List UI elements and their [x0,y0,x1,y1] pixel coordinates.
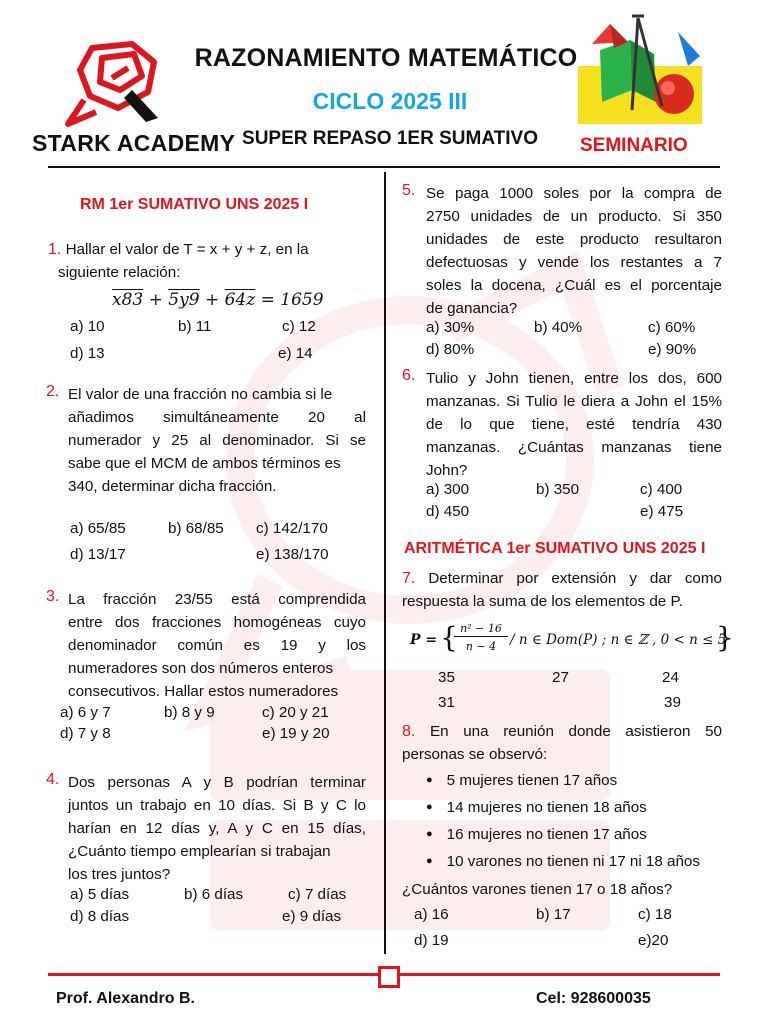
option-b: b) 350 [536,481,580,498]
equation: x83 + 5y9 + 64z = 1659 [112,290,324,310]
question-number: 8. [402,723,416,740]
question-line: ¿Cuánto tiempo emplearían si trabajan [68,843,331,860]
option-d: d) 80% [426,341,475,358]
question-line: denominador común es 19 y los [68,637,366,654]
header-cycle: CICLO 2025 III [312,88,468,114]
question-number: 2. [46,383,60,400]
option-b: b) 40% [534,319,583,336]
question-line: Se paga 1000 soles por la compra de [426,185,722,202]
option-c: c) 7 días [288,886,347,903]
option-c: c) 142/170 [256,520,328,537]
equation-term: x83 [112,290,144,310]
question-line: Tulio y John tienen, entre los dos, 600 [426,370,722,387]
left-section-title: RM 1er SUMATIVO UNS 2025 I [80,196,309,213]
question-7 [402,567,722,613]
option-a: a) 10 [70,318,105,335]
set-name: P = [410,632,438,648]
question-text: respuesta la suma de los elementos de P. [402,593,683,610]
option-d: d) 13/17 [70,546,126,563]
question-line: El valor de una fracción no cambia si le [68,386,333,403]
footer-professor: Prof. Alexandro B. [56,990,195,1007]
question-line: soles la docena, ¿Cuál es el porcentaje [426,277,722,294]
question-line: manzanas. ¿Cuántas manzanas tiene [426,439,722,456]
list-item: ● 10 varones no tienen ni 17 ni 18 años [426,853,700,880]
question-line: numerador y 25 al denominador. Si se [68,432,366,449]
header-divider [48,166,720,168]
question-text: En una reunión donde asistieron 50 [430,723,722,740]
question-line: John? [426,462,468,479]
option-d: d) 13 [70,345,105,362]
question-number: 3. [46,588,60,605]
question-prompt: ¿Cuántos varones tienen 17 o 18 años? [402,881,673,898]
option-e: e) 138/170 [256,546,329,563]
list-item: ● 16 mujeres no tienen 17 años [426,826,700,853]
stark-logo-icon [62,38,174,130]
equation-term: 64z [224,290,256,310]
question-line: entre dos fracciones homogéneas cuyo [68,614,366,631]
question-line: Dos personas A y B podrían terminar [68,774,366,791]
seminario-tag: SEMINARIO [580,135,688,156]
header-title: RAZONAMIENTO MATEMÁTICO [194,44,578,72]
option-a: a) 65/85 [70,520,126,537]
question-8 [402,720,722,766]
option-b: b) 68/85 [168,520,224,537]
question-line: 2750 unidades de un producto. Si 350 [426,208,722,225]
option-a: a) 6 y 7 [60,704,111,721]
question-text: personas se observó: [402,746,548,763]
option-b: b) 8 y 9 [164,704,215,721]
footer-phone: Cel: 928600035 [536,990,651,1007]
fraction-numerator: n² − 16 [454,622,508,637]
question-number: 1. [48,241,62,258]
set-definition [410,621,734,662]
option-e: e) 14 [278,345,313,362]
option-d: d) 450 [426,503,470,520]
question-number: 7. [402,570,416,587]
option-d: d) 7 y 8 [60,725,111,742]
set-condition: / n ∈ Dom(P) ; n ∈ ℤ , 0 < n ≤ 5 [510,632,727,648]
option-a: a) 5 días [70,886,130,903]
question-text: Hallar el valor de T = x + y + z, en la [65,241,309,258]
option-a: a) 16 [414,906,449,923]
equation-term: 5y9 [168,290,200,310]
option-c: c) 400 [640,481,683,498]
option-b: b) 17 [536,906,571,923]
conditions-list [426,772,700,880]
option-b: 27 [552,669,569,686]
question-line: consecutivos. Hallar estos numeradores [68,683,339,700]
option-a: a) 300 [426,481,470,498]
question-number: 6. [402,367,416,384]
footer-square-icon [378,966,400,988]
option-c: 24 [662,669,679,686]
option-e: e) 19 y 20 [262,725,330,742]
question-line: manzanas. Si Tulio le diera a John el 15% [426,393,722,410]
option-e: e) 475 [640,503,684,520]
option-c: c) 60% [648,319,696,336]
option-e: e) 9 días [282,908,342,925]
option-b: b) 11 [178,318,212,335]
question-line: sabe que el MCM de ambos términos es [68,455,341,472]
option-d: 31 [438,694,455,711]
question-text: Determinar por extensión y dar como [428,570,722,587]
brand-name: STARK ACADEMY [32,130,236,156]
list-item: ● 14 mujeres no tienen 18 años [426,799,700,826]
question-number: 5. [402,182,416,199]
question-line: de ganancia? [426,300,518,317]
question-line: La fracción 23/55 está comprendida [68,591,366,608]
question-number: 4. [46,771,60,788]
fraction-denominator: n − 4 [465,640,497,653]
option-d: d) 19 [414,932,449,949]
header-subtitle: SUPER REPASO 1ER SUMATIVO [242,128,538,149]
column-divider [384,172,386,954]
brace-open: { [440,621,458,654]
option-e: 39 [664,694,681,711]
question-text: siguiente relación: [58,264,181,281]
option-a: 35 [438,669,455,686]
question-line: añadimos simultáneamente 20 al [68,409,366,426]
question-line: defectuosas y vende los restantes a 7 [426,254,722,271]
option-c: c) 18 [638,906,672,923]
question-line: de lo que tiene, esté tendría 430 [426,416,722,433]
equation-rhs: = 1659 [260,290,324,310]
brace-close: } [716,621,734,654]
question-line: harían en 12 días y, A y C en 15 días, [68,820,366,837]
question-line: juntos un trabajo en 10 días. Si B y C lo [68,797,366,814]
right-section-title: ARITMÉTICA 1er SUMATIVO UNS 2025 I [404,540,706,557]
option-b: b) 6 días [184,886,244,903]
question-line: unidades de este producto resultaron [426,231,722,248]
option-e: e)20 [638,932,669,949]
option-c: c) 20 y 21 [262,704,329,721]
option-c: c) 12 [282,318,316,335]
question-1 [48,238,366,284]
question-line: los tres juntos? [68,866,171,883]
geometry-shapes-icon [570,10,710,128]
option-e: e) 90% [648,341,697,358]
question-line: 340, determinar dicha fracción. [68,478,277,495]
option-a: a) 30% [426,319,475,336]
list-item: ● 5 mujeres tienen 17 años [426,772,700,799]
question-line: numeradores son dos números enteros [68,660,334,677]
option-d: d) 8 días [70,908,130,925]
